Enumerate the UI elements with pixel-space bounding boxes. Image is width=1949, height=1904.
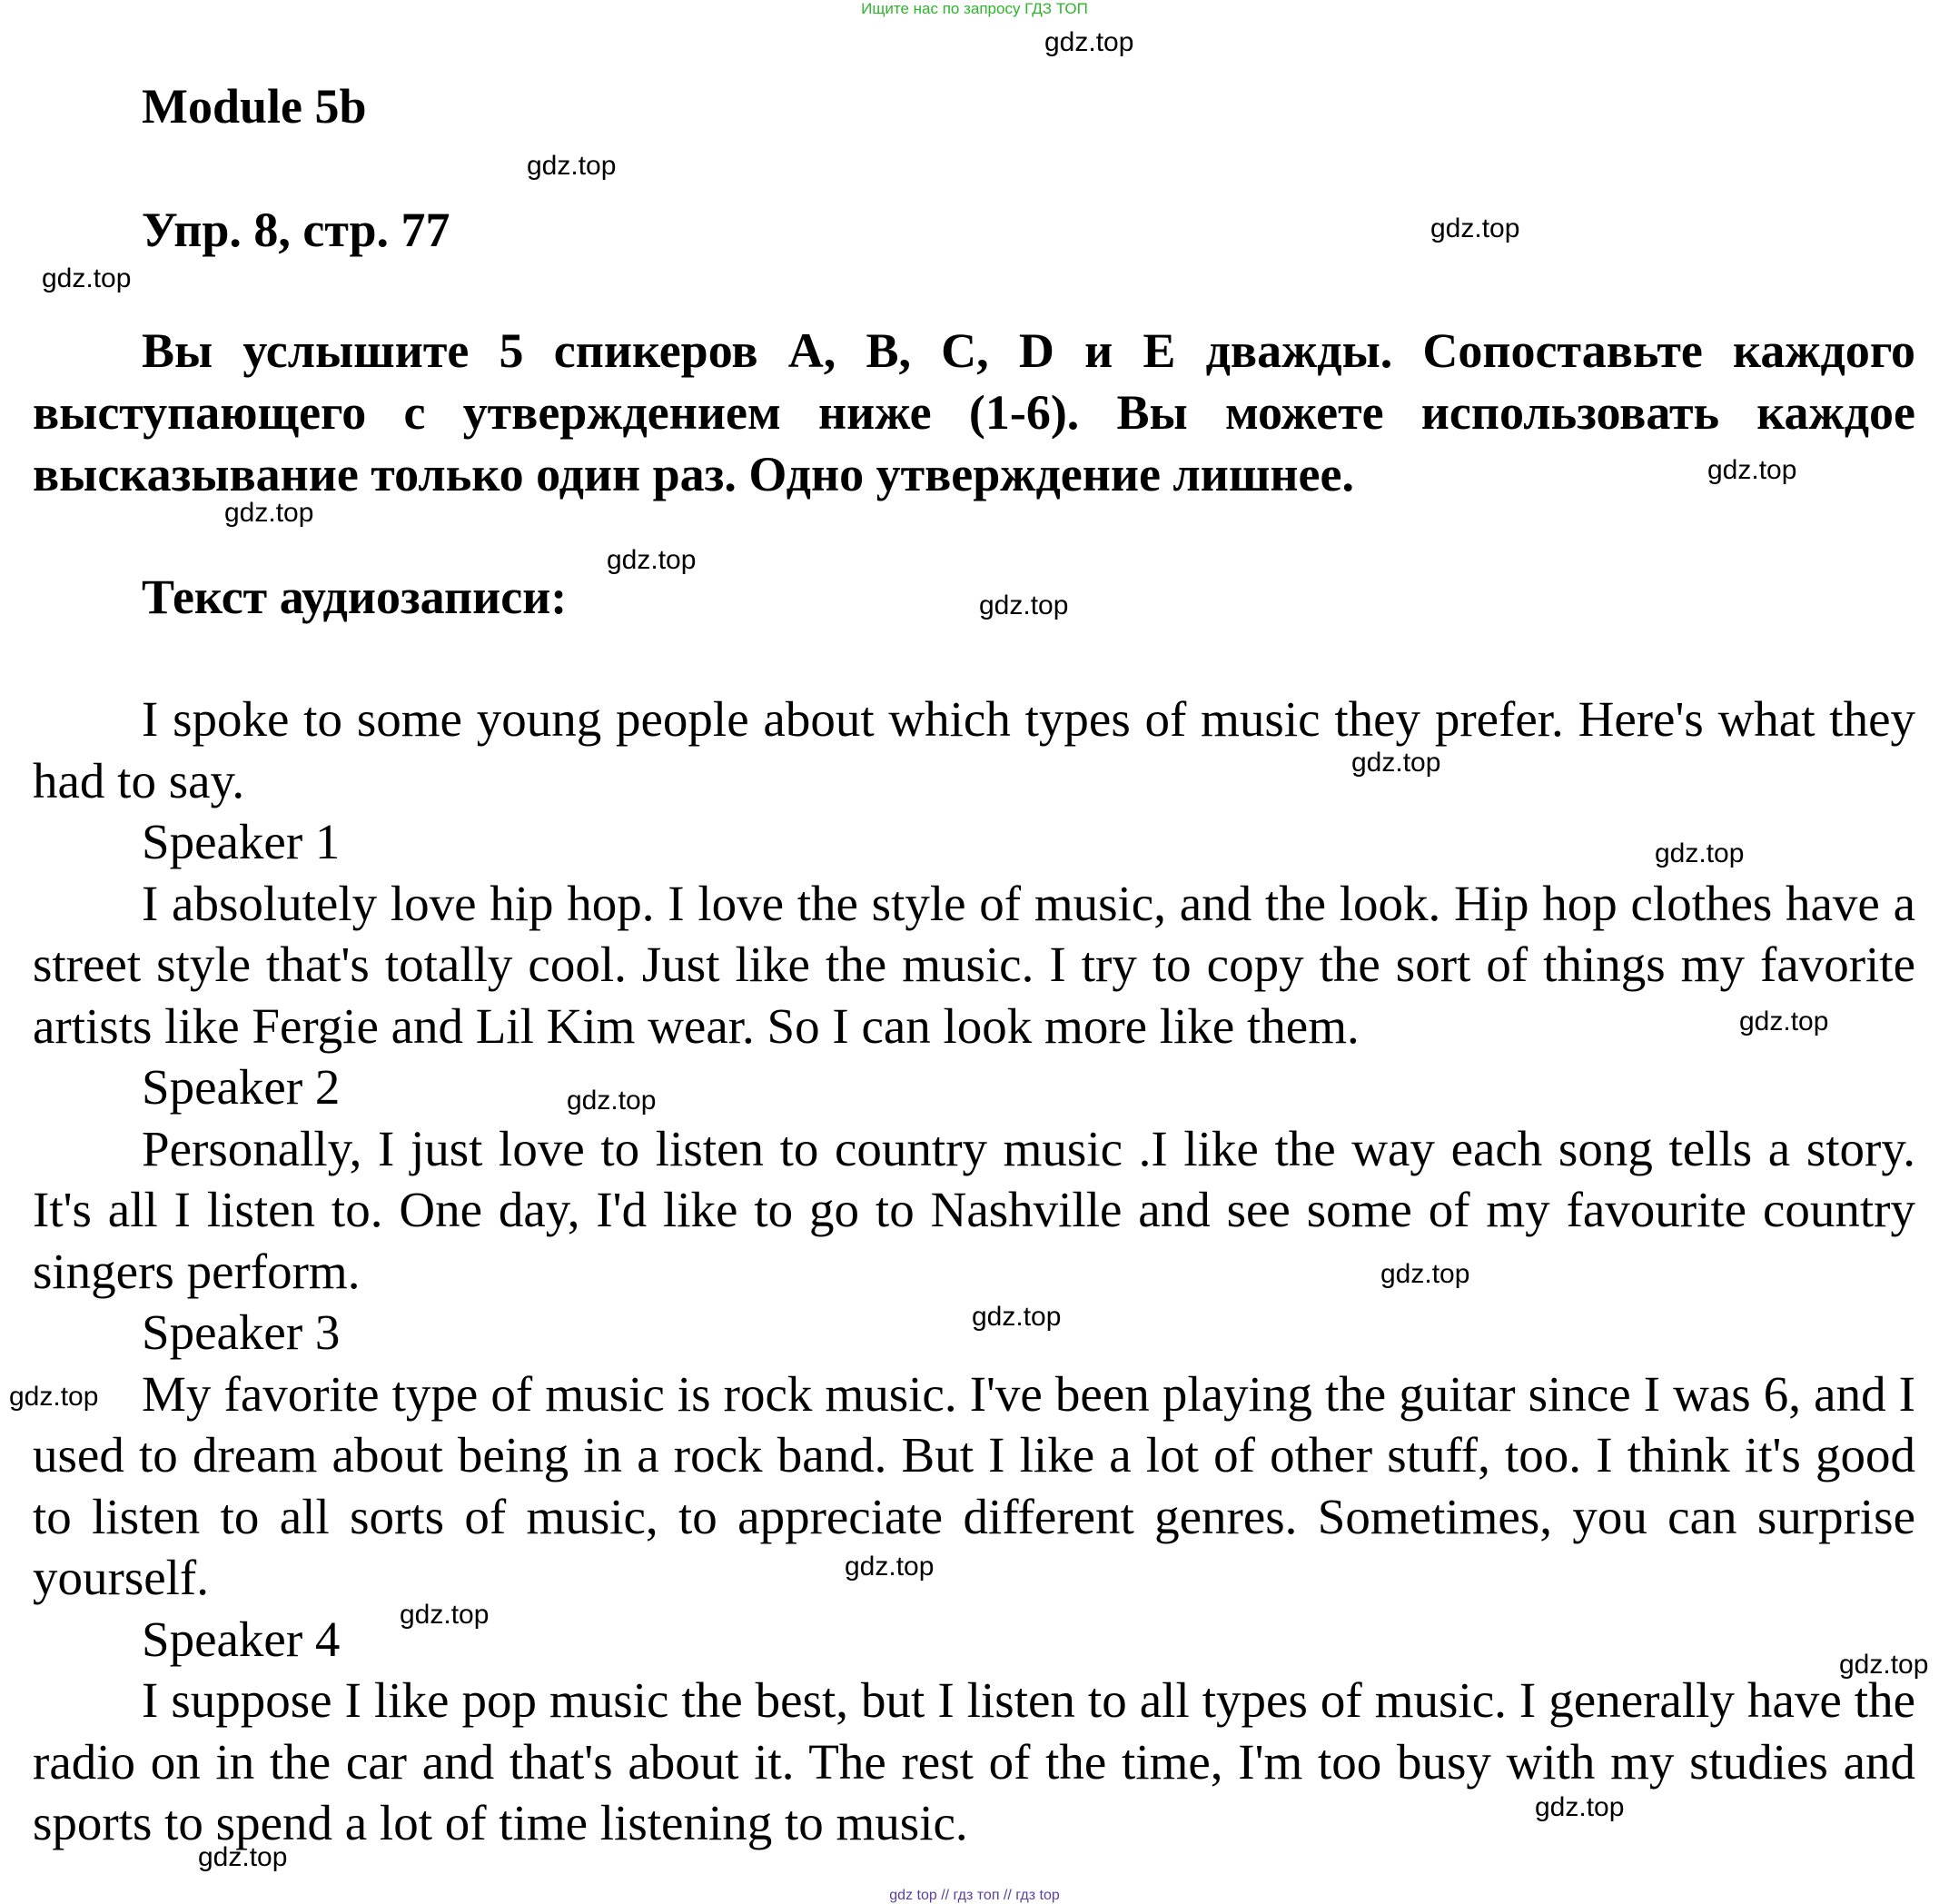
watermark: gdz.top — [1044, 27, 1134, 57]
watermark: gdz.top — [607, 545, 697, 575]
watermark: gdz.top — [527, 151, 617, 181]
speaker-label: Speaker 1 — [142, 814, 341, 869]
speaker-text: My favorite type of music is rock music. I've been playing the guitar since I was 6, and I used to dream about being in a rock band. But I like a lot of other stuff, too. I think it's good to listen to all sorts of music, to appreciate different genres. Sometimes, you can surprise yourself. — [33, 1365, 1915, 1605]
watermark: gdz.top — [400, 1600, 490, 1630]
watermark: gdz.top — [1839, 1650, 1929, 1680]
watermark: gdz.top — [1655, 838, 1745, 868]
watermark: gdz.top — [845, 1552, 935, 1582]
watermark: gdz.top — [1351, 748, 1441, 778]
watermark: gdz.top — [42, 263, 132, 293]
speaker-text: I absolutely love hip hop. I love the style of music, and the look. Hip hop clothes have a street style that's totally cool. Just like the music. I try to copy the sort of things my favorite artists like Fergie and Lil Kim wear. So I can look more like them. — [33, 875, 1915, 1054]
watermark: gdz.top — [224, 498, 314, 528]
watermark: gdz.top — [1707, 455, 1797, 485]
speaker-label: Speaker 4 — [142, 1611, 341, 1667]
speaker-label: Speaker 2 — [142, 1059, 341, 1115]
speaker-text: I suppose I like pop music the best, but I listen to all types of music. I generally have the radio on in the car and that's about it. The rest of the time, I'm too busy with my studies and sports to spend a lot of time listening to music. — [33, 1672, 1915, 1850]
watermark: gdz.top — [567, 1086, 657, 1116]
watermark: gdz.top — [198, 1842, 288, 1872]
bottom-banner-link[interactable]: gdz top // гдз топ // гдз top — [889, 1888, 1060, 1903]
speaker-label: Speaker 3 — [142, 1304, 341, 1360]
audio-heading: Текст аудиозаписи: — [142, 570, 568, 624]
watermark: gdz.top — [1739, 1007, 1829, 1036]
speaker-text: Personally, I just love to listen to country music .I like the way each song tells a story. It's all I listen to. One day, I'd like to go to Nashville and see some of my favourite country singers perform. — [33, 1120, 1915, 1299]
watermark: gdz.top — [979, 590, 1069, 620]
watermark: gdz.top — [972, 1302, 1062, 1332]
watermark: gdz.top — [1430, 213, 1520, 243]
module-title: Module 5b — [142, 79, 367, 134]
watermark: gdz.top — [1380, 1259, 1470, 1289]
transcript-intro: I spoke to some young people about which types of music they prefer. Here's what they had to say. — [33, 691, 1915, 808]
task-instruction: Вы услышите 5 спикеров A, B, C, D и E дважды. Сопоставьте каждого выступающего с утверждением ниже (1-6). Вы можете использовать каждое высказывание только один раз. Одно утверждение лишнее. — [33, 323, 1915, 501]
exercise-reference: Упр. 8, стр. 77 — [142, 203, 450, 257]
watermark: gdz.top — [1535, 1792, 1625, 1822]
audio-transcript — [33, 689, 1915, 1854]
top-banner-link[interactable]: Ищите нас по запросу ГДЗ ТОП — [861, 0, 1088, 17]
watermark: gdz.top — [9, 1382, 99, 1412]
